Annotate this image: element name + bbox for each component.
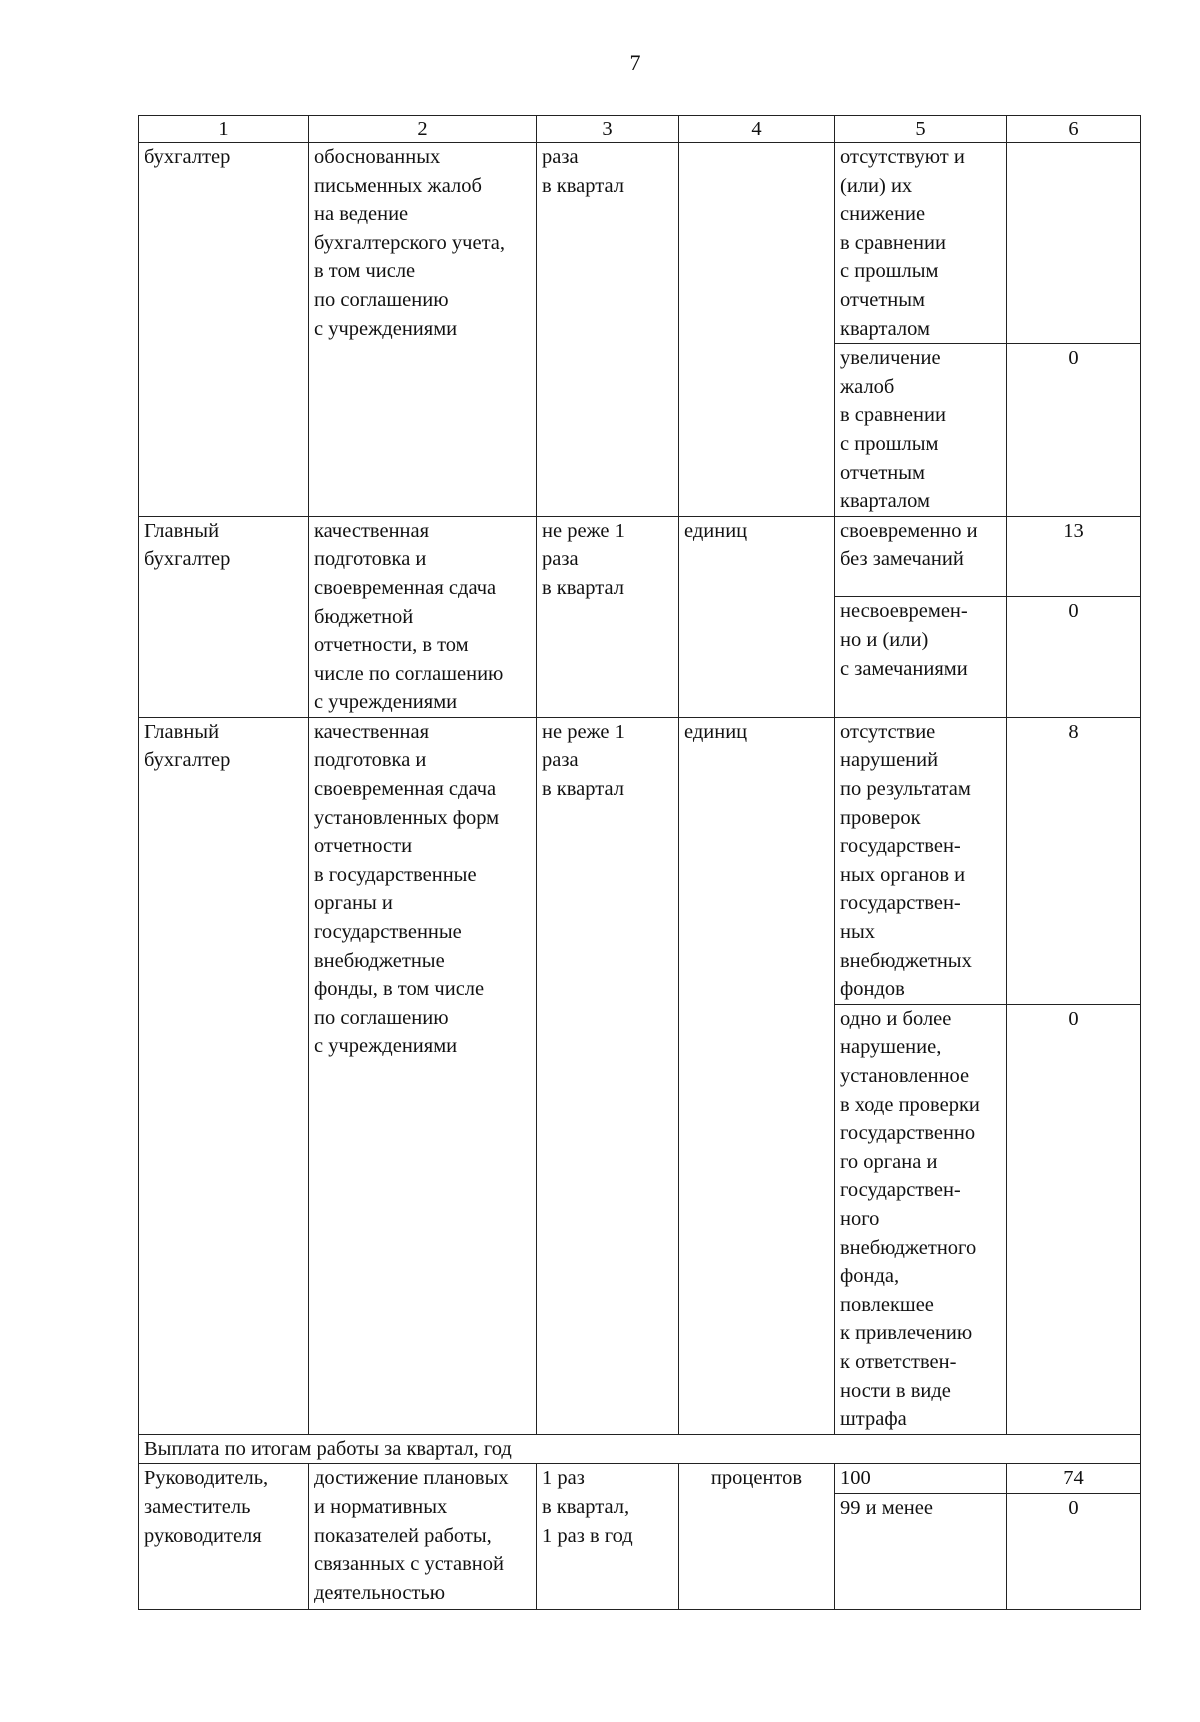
criterion-cell: увеличение жалоб в сравнении с прошлым отчетным кварталом bbox=[835, 344, 1007, 517]
unit-cell: единиц bbox=[679, 717, 835, 1434]
column-header: 3 bbox=[537, 116, 679, 143]
column-header: 6 bbox=[1007, 116, 1141, 143]
periodicity-cell: 1 раз в квартал, 1 раз в год bbox=[537, 1464, 679, 1610]
section-row bbox=[139, 1434, 1141, 1464]
unit-cell: процентов bbox=[679, 1464, 835, 1610]
unit-cell bbox=[679, 143, 835, 517]
unit-cell: единиц bbox=[679, 516, 835, 717]
column-header: 5 bbox=[835, 116, 1007, 143]
points-cell: 13 bbox=[1007, 516, 1141, 597]
position-cell: Главный бухгалтер bbox=[139, 717, 309, 1434]
points-cell: 0 bbox=[1007, 344, 1141, 517]
table-row bbox=[139, 516, 1141, 597]
points-cell: 0 bbox=[1007, 1004, 1141, 1434]
periodicity-cell: раза в квартал bbox=[537, 143, 679, 517]
table-row bbox=[139, 143, 1141, 344]
column-header: 2 bbox=[309, 116, 537, 143]
indicator-cell: качественная подготовка и своевременная сдача бюджетной отчетности, в том числе по соглашению с учреждениями bbox=[309, 516, 537, 717]
points-cell bbox=[1007, 143, 1141, 344]
criteria-table bbox=[138, 115, 1141, 1610]
periodicity-cell: не реже 1 раза в квартал bbox=[537, 516, 679, 717]
periodicity-cell: не реже 1 раза в квартал bbox=[537, 717, 679, 1434]
points-cell: 0 bbox=[1007, 1493, 1141, 1609]
indicator-cell: качественная подготовка и своевременная сдача установленных форм отчетности в государственные органы и государственные внебюджетные фонды, в том числе по соглашению с учреждениями bbox=[309, 717, 537, 1434]
criterion-cell: одно и более нарушение, установленное в ходе проверки государственно го органа и государствен- ного внебюджетного фонда, повлекшее к привлечению к ответствен- ности в виде штрафа bbox=[835, 1004, 1007, 1434]
points-cell: 0 bbox=[1007, 597, 1141, 717]
header-row bbox=[139, 116, 1141, 143]
criterion-cell: несвоевремен- но и (или) с замечаниями bbox=[835, 597, 1007, 717]
criterion-cell: своевременно и без замечаний bbox=[835, 516, 1007, 597]
indicator-cell: достижение плановых и нормативных показателей работы, связанных с уставной деятельностью bbox=[309, 1464, 537, 1610]
column-header: 1 bbox=[139, 116, 309, 143]
page-number: 7 bbox=[629, 50, 641, 75]
position-cell: Главный бухгалтер bbox=[139, 516, 309, 717]
position-cell: Руководитель, заместитель руководителя bbox=[139, 1464, 309, 1610]
criterion-cell: отсутствие нарушений по результатам проверок государствен- ных органов и государствен- ных внебюджетных фондов bbox=[835, 717, 1007, 1004]
criterion-cell: 99 и менее bbox=[835, 1493, 1007, 1609]
indicator-cell: обоснованных письменных жалоб на ведение бухгалтерского учета, в том числе по соглашению с учреждениями bbox=[309, 143, 537, 517]
table-row bbox=[139, 717, 1141, 1004]
column-header: 4 bbox=[679, 116, 835, 143]
table-row bbox=[139, 1464, 1141, 1494]
section-title: Выплата по итогам работы за квартал, год bbox=[139, 1434, 1141, 1464]
points-cell: 8 bbox=[1007, 717, 1141, 1004]
position-cell: бухгалтер bbox=[139, 143, 309, 517]
points-cell: 74 bbox=[1007, 1464, 1141, 1494]
criterion-cell: 100 bbox=[835, 1464, 1007, 1494]
criterion-cell: отсутствуют и (или) их снижение в сравнении с прошлым отчетным кварталом bbox=[835, 143, 1007, 344]
